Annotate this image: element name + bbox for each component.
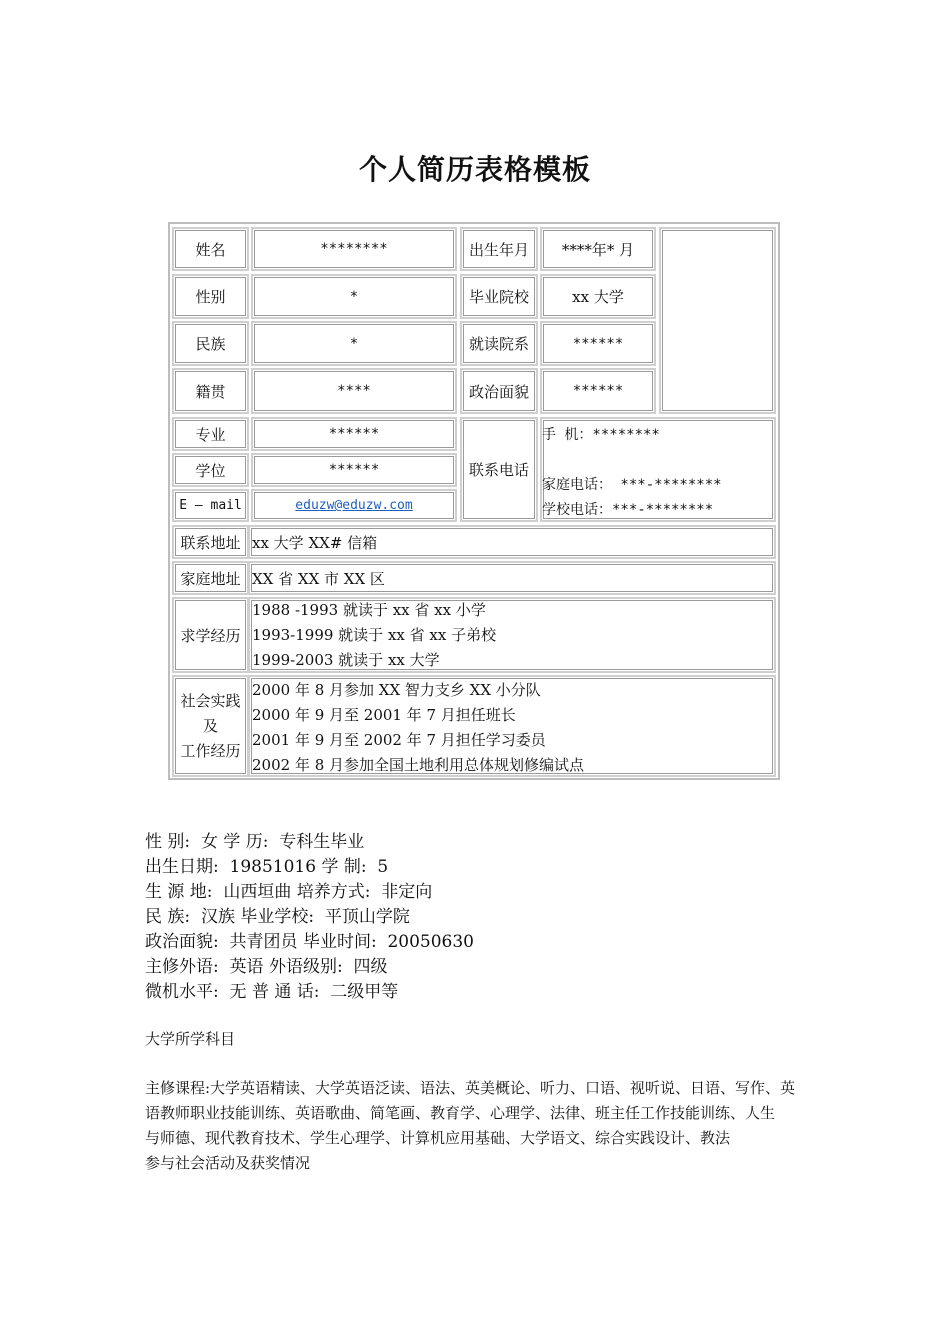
degree-value: ****** (251, 453, 457, 487)
phone-values (540, 417, 776, 522)
political-value: ****** (540, 368, 656, 414)
practice-label (172, 675, 249, 777)
practice-item: 2000 年 9 月至 2001 年 7 月担任班长 (252, 706, 516, 724)
practice-label-line: 及 (202, 716, 218, 735)
mobile: 手 机：******** (542, 427, 660, 443)
courses-line: 参与社会活动及获奖情况 (145, 1154, 311, 1172)
major-value: ****** (251, 417, 457, 451)
courses-heading: 大学所学科目 (145, 1030, 236, 1048)
education-item: 1988 -1993 就读于 xx 省 xx 小学 (252, 601, 486, 619)
school-value: xx 大学 (540, 274, 656, 319)
major-label: 专业 (172, 417, 249, 451)
photo-box (659, 227, 776, 414)
practice-label-line: 社会实践 (180, 691, 241, 710)
native-value: **** (251, 368, 457, 414)
info-line: 生 源 地: 山西垣曲 培养方式: 非定向 (145, 882, 433, 902)
practice-label-line: 工作经历 (180, 741, 241, 760)
info-line: 主修外语: 英语 外语级别: 四级 (145, 957, 388, 977)
home-address-value: XX 省 XX 市 XX 区 (248, 561, 776, 595)
education-item: 1999-2003 就读于 xx 大学 (252, 651, 440, 669)
ethnicity-label: 民族 (172, 321, 249, 366)
home-phone: 家庭电话： ***-******** (542, 477, 722, 493)
native-label: 籍贯 (172, 368, 249, 414)
courses-line: 主修课程:大学英语精读、大学英语泛读、语法、英美概论、听力、口语、视听说、日语、写作、英 (145, 1079, 796, 1097)
practice-item: 2001 年 9 月至 2002 年 7 月担任学习委员 (252, 731, 546, 749)
gender-label: 性别 (172, 274, 249, 319)
dept-value: ****** (540, 321, 656, 366)
basic-info (145, 830, 474, 1005)
courses-line: 语教师职业技能训练、英语歌曲、简笔画、教育学、心理学、法律、班主任工作技能训练、人生 (145, 1104, 776, 1122)
practice-item: 2002 年 8 月参加全国土地利用总体规划修编试点 (252, 756, 585, 774)
practice-item: 2000 年 8 月参加 XX 智力支乡 XX 小分队 (252, 681, 541, 699)
info-line: 微机水平: 无 普 通 话: 二级甲等 (145, 982, 399, 1002)
degree-label: 学位 (172, 453, 249, 487)
page-title: 个人简历表格模板 (358, 153, 591, 186)
info-line: 政治面貌: 共青团员 毕业时间: 20050630 (145, 932, 475, 952)
info-line: 民 族: 汉族 毕业学校: 平顶山学院 (145, 907, 410, 927)
education-label: 求学经历 (172, 597, 249, 673)
email-label: E — mail (172, 489, 249, 522)
address-label: 联系地址 (172, 525, 249, 559)
political-label: 政治面貌 (460, 368, 538, 414)
birth-value: ****年* 月 (540, 227, 656, 271)
name-label: 姓名 (172, 227, 249, 271)
address-value: xx 大学 XX# 信箱 (248, 525, 776, 559)
school-label: 毕业院校 (460, 274, 538, 319)
phone-label: 联系电话 (460, 417, 538, 522)
ethnicity-value: * (251, 321, 457, 366)
practice-list (248, 675, 776, 777)
dept-label: 就读院系 (460, 321, 538, 366)
courses-line: 与师德、现代教育技术、学生心理学、计算机应用基础、大学语文、综合实践设计、教法 (145, 1129, 731, 1147)
email-cell (251, 489, 457, 522)
education-list (248, 597, 776, 673)
home-address-label: 家庭地址 (172, 561, 249, 595)
info-line: 性 别: 女 学 历: 专科生毕业 (145, 832, 365, 852)
gender-value: * (251, 274, 457, 319)
school-phone: 学校电话：***-******** (542, 502, 714, 518)
courses-paragraph (145, 1076, 810, 1176)
email-link[interactable]: eduzw@eduzw.com (295, 498, 413, 513)
birth-label: 出生年月 (460, 227, 538, 271)
education-item: 1993-1999 就读于 xx 省 xx 子弟校 (252, 626, 497, 644)
info-line: 出生日期: 19851016 学 制: 5 (145, 857, 389, 877)
name-value: ******** (251, 227, 457, 271)
